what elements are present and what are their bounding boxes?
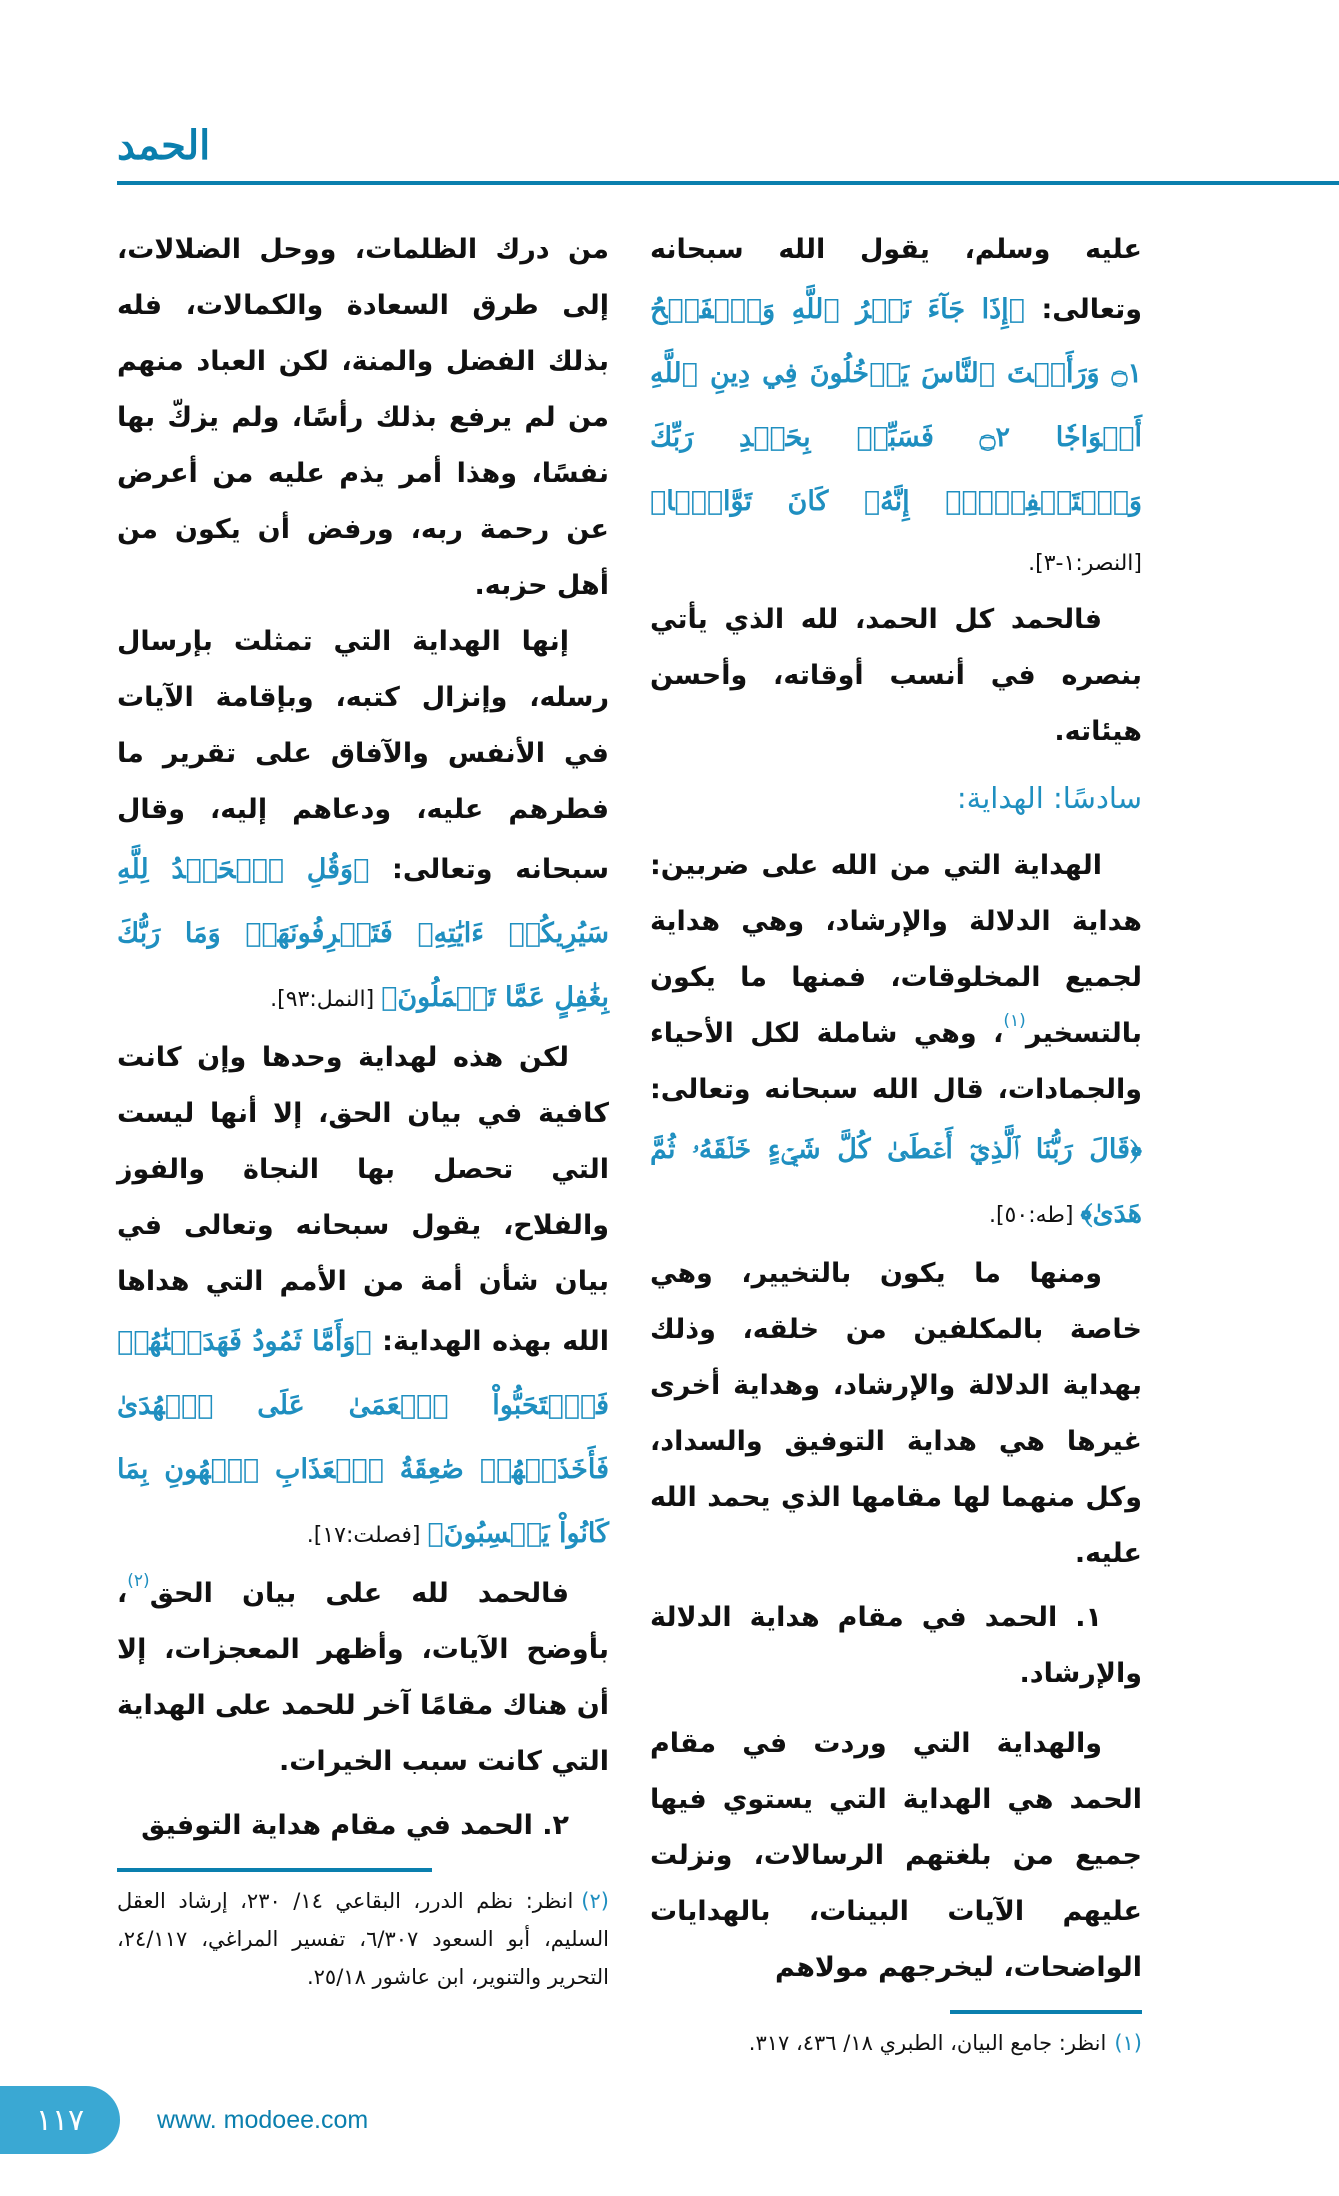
- page-footer: [0, 2086, 1339, 2196]
- body-text: الهداية التي من الله على ضربين: هداية الدلالة والإرشاد، وهي هداية لجميع المخلوقات، فمنها ما يكون بالتسخير: [650, 850, 1142, 1049]
- verse-reference: [طه:٥٠].: [988, 1203, 1081, 1228]
- body-text: لكن هذه لهداية وحدها وإن كانت كافية في بيان الحق، إلا أنها ليست التي تحصل بها النجاة والفوز والفلاح، يقول سبحانه وتعالى في بيان شأن أمة من الأمم التي هداها الله بهذه الهداية:: [117, 1042, 609, 1357]
- body-text: عليه وسلم، يقول الله سبحانه وتعالى:: [650, 234, 1143, 325]
- body-text: فالحمد كل الحمد، لله الذي يأتي بنصره في أنسب أوقاته، وأحسن هيئاته.: [650, 604, 1142, 747]
- paragraph: [117, 1030, 609, 1566]
- paragraph: [650, 1246, 1142, 1582]
- footnote-marker: (١): [1003, 1011, 1026, 1031]
- quran-verse: ﴿وَقُلِ ٱلۡحَمۡدُ لِلَّهِ سَيُرِيكُمۡ ءَايَٰتِهِۦ فَتَعۡرِفُونَهَاۚ وَمَا رَبُّكَ بِغَٰفِلٍ عَمَّا تَعۡمَلُونَ﴾: [117, 854, 609, 1013]
- footnote-left: [117, 1882, 609, 1996]
- footnote-divider-left: [117, 1868, 432, 1872]
- paragraph: [650, 222, 1142, 592]
- footnote-divider-right: [950, 2010, 1142, 2014]
- page-header: [0, 0, 1339, 200]
- paragraph: [117, 222, 609, 614]
- verse-reference: [فصلت:١٧].: [306, 1523, 428, 1548]
- body-text: ، وهي شاملة لكل الأحياء والجمادات، قال الله سبحانه وتعالى:: [650, 1018, 1142, 1105]
- subsection-heading: [117, 1798, 609, 1854]
- paragraph: [650, 1716, 1142, 1996]
- verse-reference: [النصر:١-٣].: [1028, 551, 1142, 576]
- footnote-right: [650, 2024, 1142, 2062]
- quran-verse: ﴿إِذَا جَآءَ نَصۡرُ ٱللَّهِ وَٱلۡفَتۡحُ ۝١ وَرَأَيۡتَ ٱلنَّاسَ يَدۡخُلُونَ فِي دِينِ ٱللَّهِ أَفۡوَاجٗا ۝٢ فَسَبِّحۡ بِحَمۡدِ رَبِّكَ وَٱسۡتَغۡفِرۡهُۚ إِنَّهُۥ كَانَ تَوَّابَۢا﴾: [650, 294, 1142, 517]
- paragraph: [117, 1566, 609, 1790]
- left-column: [117, 222, 609, 1854]
- body-text: ، بأوضح الآيات، وأظهر المعجزات، إلا أن هناك مقامًا آخر للحمد على الهداية التي كانت سبب الخيرات.: [117, 1578, 609, 1777]
- left-column-wrap: [117, 222, 609, 1996]
- body-text: سادسًا: الهداية:: [956, 781, 1142, 815]
- paragraph: [650, 838, 1142, 1246]
- quran-verse: ﴿وَأَمَّا ثَمُودُ فَهَدَيۡنَٰهُمۡ فَٱسۡتَحَبُّواْ ٱلۡعَمَىٰ عَلَى ٱلۡهُدَىٰ فَأَخَذَتۡهُمۡ صَٰعِقَةُ ٱلۡعَذَابِ ٱلۡهُونِ بِمَا كَانُواْ يَكۡسِبُونَ﴾: [117, 1326, 609, 1549]
- quran-verse: ﴿قَالَ رَبُّنَا ٱلَّذِيٓ أَعۡطَىٰ كُلَّ شَيۡءٍ خَلۡقَهُۥ ثُمَّ هَدَىٰ﴾: [650, 1134, 1142, 1229]
- header-title-logo: الحمد: [117, 122, 211, 169]
- right-column-wrap: [650, 222, 1142, 2062]
- body-text: ومنها ما يكون بالتخيير، وهي خاصة بالمكلفين من خلقه، وذلك بهداية الدلالة والإرشاد، وهداية أخرى غيرها هي هداية التوفيق والسداد، وكل منهما لها مقامها الذي يحمد الله عليه.: [650, 1258, 1142, 1569]
- body-text: فالحمد لله على بيان الحق: [149, 1578, 569, 1609]
- footnote-text: انظر: نظم الدرر، البقاعي ١٤/ ٢٣٠، إرشاد العقل السليم، أبو السعود ٦/٣٠٧، تفسير المراغي، ٢٤/١١٧، التحرير والتنوير، ابن عاشور ٢٥/١٨.: [117, 1889, 609, 1989]
- body-text: ١. الحمد في مقام هداية الدلالة والإرشاد.: [650, 1602, 1142, 1689]
- paragraph: [650, 592, 1142, 760]
- right-column: [650, 222, 1142, 1996]
- verse-reference: [النمل:٩٣].: [270, 987, 382, 1012]
- body-text: إنها الهداية التي تمثلت بإرسال رسله، وإنزال كتبه، وبإقامة الآيات في الأنفس والآفاق على تقرير ما فطرهم عليه، ودعاهم إليه، وقال سبحانه وتعالى:: [117, 626, 609, 885]
- columns: [117, 222, 1142, 2062]
- footnote-marker: (٢): [127, 1571, 150, 1591]
- paragraph: [117, 614, 609, 1030]
- header-divider: [117, 181, 1339, 185]
- footnote-number: (١): [1114, 2031, 1142, 2055]
- body-text: ٢. الحمد في مقام هداية التوفيق: [141, 1810, 569, 1841]
- section-heading: [650, 770, 1142, 826]
- footnote-number: (٢): [581, 1889, 609, 1913]
- body-text: من درك الظلمات، ووحل الضلالات، إلى طرق السعادة والكمالات، فله بذلك الفضل والمنة، لكن العباد منهم من لم يرفع بذلك رأسًا، ولم يزكّ بها نفسًا، وهذا أمر يذم عليه من أعرض عن رحمة ربه، ورفض أن يكون من أهل حزبه.: [117, 234, 609, 601]
- body-text: والهداية التي وردت في مقام الحمد هي الهداية التي يستوي فيها جميع من بلغتهم الرسالات، ونزلت عليهم الآيات البينات، بالهدايات الواضحات، ليخرجهم مولاهم: [650, 1728, 1142, 1983]
- website-link[interactable]: www. modoee.com: [157, 2106, 369, 2134]
- subsection-heading: [650, 1590, 1142, 1702]
- page-number-badge: ١١٧: [0, 2086, 120, 2154]
- footnote-text: انظر: جامع البيان، الطبري ١٨/ ٤٣٦، ٣١٧.: [748, 2031, 1107, 2055]
